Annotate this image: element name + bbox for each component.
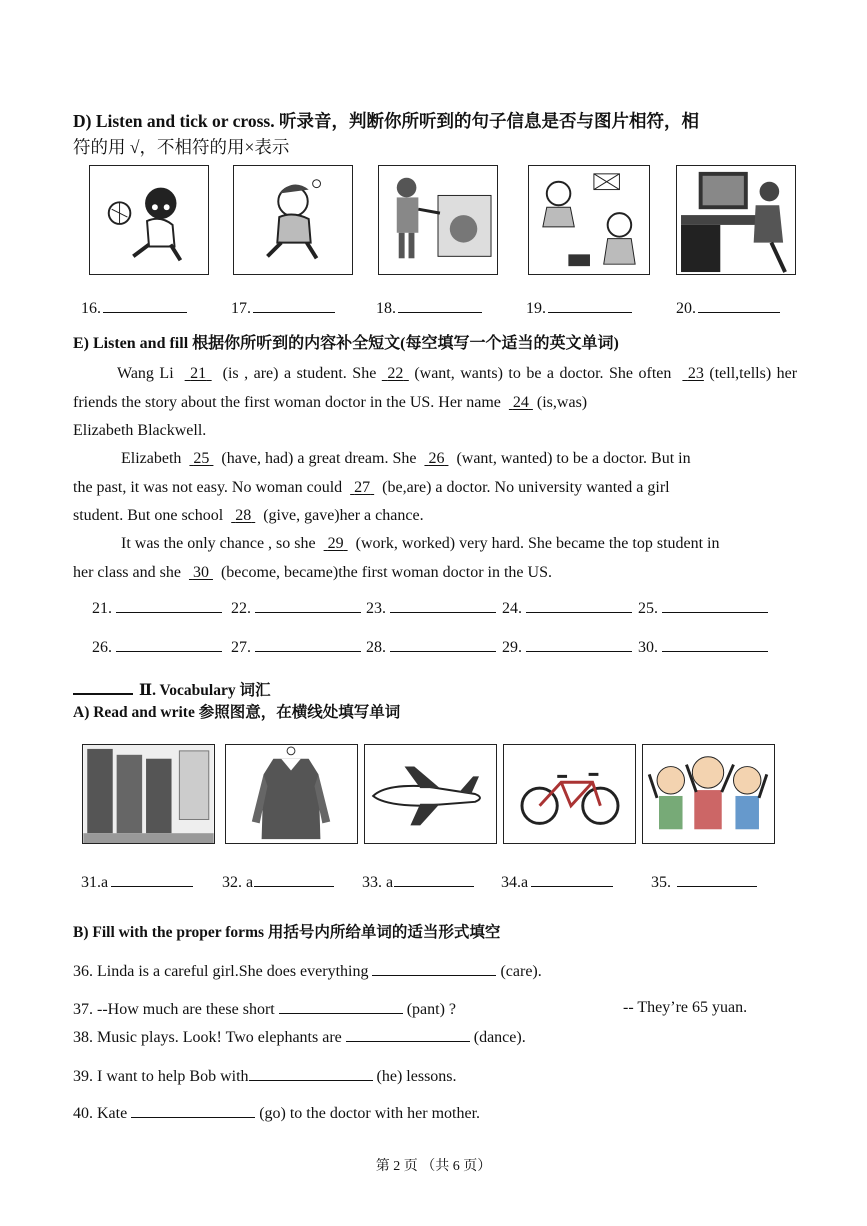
answer-label: 19. (526, 300, 546, 317)
question-38 (73, 1027, 526, 1047)
picture-happy-children (642, 744, 775, 844)
answer-label: 24. (502, 600, 522, 617)
blank-27[interactable]: 27 (354, 478, 371, 496)
question-text: 36. Linda is a careful girl.She does everything (73, 963, 369, 980)
answer-blank[interactable] (662, 598, 768, 613)
question-text: 39. I want to help Bob with (73, 1068, 249, 1085)
section-ii-title (73, 678, 271, 700)
answer-blank[interactable] (398, 298, 482, 313)
answer-21 (92, 598, 222, 618)
text: student. But one school (73, 507, 224, 524)
answer-blank[interactable] (255, 637, 361, 652)
page-footer: 第 2 页 （共 6 页） (375, 1159, 492, 1174)
picture-girl-with-ball (233, 165, 353, 275)
text: (tell,tells) her friends the story about the first woman doctor in the US. Her name (73, 365, 798, 411)
question-hint: (dance). (473, 1029, 526, 1046)
text: (be,are) a doctor. No university wanted a girl (382, 478, 670, 496)
answer-29 (502, 637, 632, 657)
section-ii-a-heading: A) Read and write 参照图意，在横线处填写单词 (73, 704, 401, 721)
section-ii-b-heading: B) Fill with the proper forms 用括号内所给单词的适当形式填空 (73, 924, 501, 941)
answer-blank[interactable] (254, 872, 334, 887)
answer-blank[interactable] (116, 637, 222, 652)
answer-blank[interactable] (372, 961, 496, 976)
answer-label: 23. (366, 600, 386, 617)
blank-23[interactable]: 23 (687, 365, 704, 382)
answer-35 (651, 872, 757, 892)
section-d-heading-2: 符的用 √，不相符的用×表示 (73, 137, 290, 157)
question-text: 38. Music plays. Look! Two elephants are (73, 1029, 342, 1046)
answer-label: 20. (676, 300, 696, 317)
answer-blank[interactable] (390, 637, 496, 652)
answer-18 (376, 298, 482, 318)
text: (is , are) a student. She (222, 365, 377, 382)
answer-blank[interactable] (698, 298, 780, 313)
picture-plane (364, 744, 497, 844)
answer-label: 32. a (222, 874, 254, 891)
answer-28 (366, 637, 496, 657)
answer-34 (501, 872, 613, 892)
answer-blank[interactable] (526, 598, 632, 613)
question-37-reply: -- They’re 65 yuan. (623, 999, 748, 1016)
answer-33 (362, 872, 474, 892)
text: (want, wants) to be a doctor. She often (414, 365, 672, 382)
answer-blank[interactable] (279, 999, 403, 1014)
answer-blank[interactable] (346, 1027, 470, 1042)
blank-29[interactable]: 29 (327, 535, 344, 552)
answer-30 (638, 637, 768, 657)
question-hint: (he) lessons. (376, 1068, 457, 1085)
answer-label: 35. (651, 874, 671, 891)
blank-22[interactable]: 22 (387, 365, 404, 382)
passage-paragraph-2 (73, 445, 797, 531)
question-39 (73, 1066, 457, 1086)
answer-label: 34.a (501, 874, 529, 891)
answer-blank[interactable] (526, 637, 632, 652)
answer-label: 17. (231, 300, 251, 317)
picture-boy-at-computer (676, 165, 796, 275)
question-37 (73, 999, 456, 1019)
blank-24[interactable]: 24 (512, 393, 529, 411)
answer-label: 31.a (81, 874, 109, 891)
answer-label: 33. a (362, 874, 394, 891)
answer-label: 26. (92, 639, 112, 656)
answer-23 (366, 598, 496, 618)
answer-label: 21. (92, 600, 112, 617)
text: Elizabeth (121, 450, 182, 467)
question-36 (73, 961, 542, 981)
picture-girls-phone-call (528, 165, 650, 275)
text: (is,was) (536, 393, 588, 411)
answer-label: 29. (502, 639, 522, 656)
answer-label: 28. (366, 639, 386, 656)
picture-boy-kicking-ball (89, 165, 209, 275)
question-hint: (pant) ? (406, 1001, 457, 1018)
text: (give, gave)her a chance. (263, 507, 424, 524)
passage-paragraph-1 (73, 360, 797, 446)
blank-21[interactable]: 21 (190, 365, 207, 382)
blank-28[interactable]: 28 (235, 507, 252, 524)
answer-label: 25. (638, 600, 658, 617)
picture-bicycle (503, 744, 636, 844)
answer-26 (92, 637, 222, 657)
answer-blank[interactable] (131, 1103, 255, 1118)
picture-girl-washing (378, 165, 498, 275)
answer-blank[interactable] (531, 872, 613, 887)
answer-19 (526, 298, 632, 318)
answer-27 (231, 637, 361, 657)
answer-22 (231, 598, 361, 618)
answer-blank[interactable] (103, 298, 187, 313)
answer-blank[interactable] (662, 637, 768, 652)
text: (have, had) a great dream. She (221, 450, 417, 467)
passage-paragraph-3 (73, 530, 797, 587)
answer-label: 30. (638, 639, 658, 656)
text: Elizabeth Blackwell. (73, 422, 207, 439)
answer-blank[interactable] (394, 872, 474, 887)
answer-16 (81, 298, 187, 318)
answer-blank[interactable] (255, 598, 361, 613)
question-40 (73, 1103, 480, 1123)
text: (become, became)the first woman doctor in the US. (220, 563, 552, 581)
picture-library-shelves (82, 744, 215, 844)
section-ii-label: Ⅱ. Vocabulary 词汇 (139, 682, 271, 699)
question-text: 40. Kate (73, 1105, 128, 1122)
answer-label: 16. (81, 300, 101, 317)
answer-blank[interactable] (253, 298, 335, 313)
question-text: 37. --How much are these short (73, 1001, 275, 1018)
answer-24 (502, 598, 632, 618)
answer-25 (638, 598, 768, 618)
text: her class and she (73, 563, 181, 581)
question-hint: (go) to the doctor with her mother. (259, 1105, 481, 1122)
section-d-heading: D) Listen and tick or cross. 听录音，判断你所听到的句子信息是否与图片相符，相 (73, 111, 699, 131)
answer-blank[interactable] (116, 598, 222, 613)
answer-31 (81, 872, 193, 892)
answer-17 (231, 298, 335, 318)
answer-blank[interactable] (390, 598, 496, 613)
answer-blank[interactable] (249, 1066, 373, 1081)
question-hint: (care). (500, 963, 542, 980)
text: the past, it was not easy. No woman could (73, 478, 343, 496)
text: It was the only chance , so she (121, 535, 316, 552)
blank-26[interactable]: 26 (428, 450, 445, 467)
answer-20 (676, 298, 780, 318)
text: Wang Li (117, 365, 174, 382)
blank-30[interactable]: 30 (192, 563, 209, 581)
text: (work, worked) very hard. She became the top student in (355, 535, 720, 552)
answer-blank[interactable] (677, 872, 757, 887)
answer-label: 27. (231, 639, 251, 656)
text: (want, wanted) to be a doctor. But in (456, 450, 691, 467)
section-e-heading: E) Listen and fill 根据你所听到的内容补全短文(每空填写一个适当的英文单词) (73, 335, 619, 352)
answer-label: 22. (231, 600, 251, 617)
answer-label: 18. (376, 300, 396, 317)
blank-25[interactable]: 25 (193, 450, 210, 467)
answer-blank[interactable] (111, 872, 193, 887)
answer-blank[interactable] (548, 298, 632, 313)
picture-coat (225, 744, 358, 844)
answer-32 (222, 872, 334, 892)
score-blank[interactable] (73, 683, 133, 695)
